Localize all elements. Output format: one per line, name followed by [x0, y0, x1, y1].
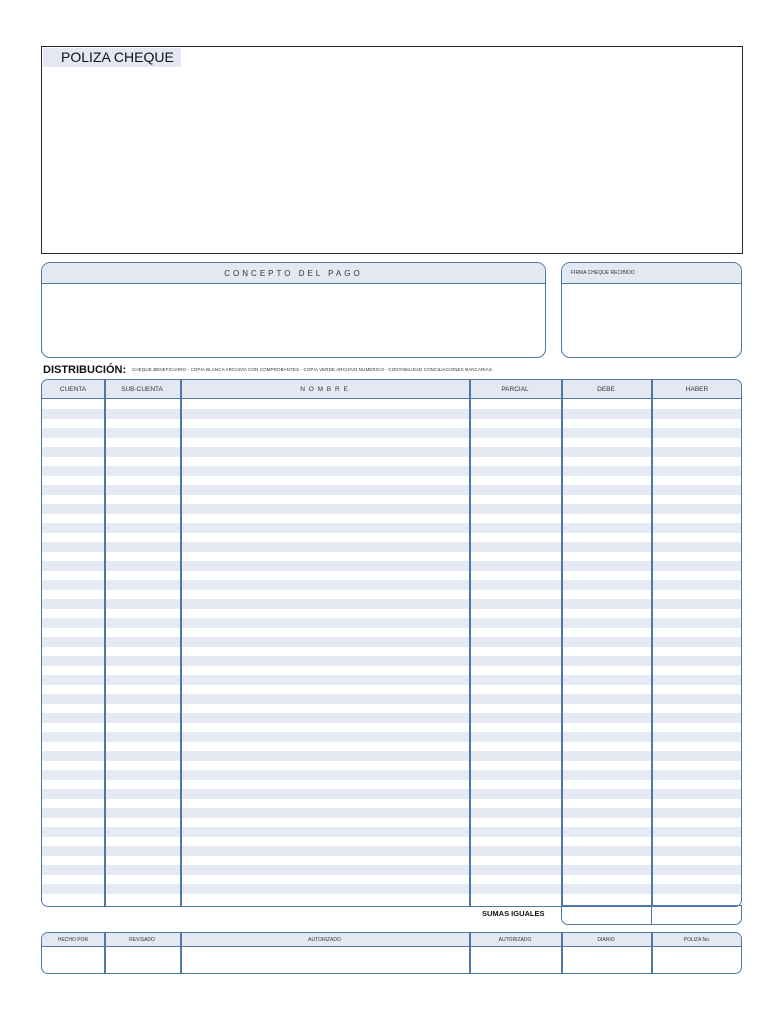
- firma-header: FIRMA CHEQUE RECIBIDO: [562, 263, 741, 284]
- table-header: [42, 380, 741, 399]
- col-diario: DIARIO: [597, 937, 615, 943]
- signature-table: [41, 932, 742, 974]
- concepto-box: [41, 262, 546, 358]
- col-cuenta: CUENTA: [59, 386, 87, 393]
- table-row: [42, 523, 741, 533]
- firma-box: [561, 262, 742, 358]
- col-autorizado: AUTORIZADO: [308, 937, 341, 943]
- check-area: [41, 46, 743, 254]
- table-row: [42, 827, 741, 837]
- concepto-header: CONCEPTO DEL PAGO: [42, 263, 545, 284]
- col-debe: DEBE: [597, 386, 615, 393]
- col-divider: [104, 380, 106, 906]
- table-row: [42, 580, 741, 590]
- poliza-title: POLIZA CHEQUE: [43, 48, 181, 67]
- distribution-table: [41, 379, 742, 907]
- table-row: [42, 504, 741, 514]
- table-row: [42, 542, 741, 552]
- col-sub-cuenta: SUB-CUENTA: [121, 386, 163, 393]
- col-divider: [180, 933, 182, 973]
- col-divider: [561, 380, 563, 906]
- table-row: [42, 561, 741, 571]
- signature-header: [42, 933, 741, 947]
- table-row: [42, 865, 741, 875]
- distribucion-text: CHEQUE BENEFICIARIO - COPIA BLANCA ARCHIVO CON COMPROBANTES - COPIA VERDE ARCHIVO NUMÉRICO - CONTABILIDAD CONCILIACIONES BANCARIAS: [132, 367, 492, 372]
- col-haber: HABER: [685, 386, 709, 393]
- col-divider: [651, 933, 653, 973]
- table-row: [42, 599, 741, 609]
- table-row: [42, 618, 741, 628]
- table-row: [42, 770, 741, 780]
- table-body: [42, 399, 741, 907]
- table-row: [42, 637, 741, 647]
- col-divider: [469, 380, 471, 906]
- col-parcial: PARCIAL: [501, 386, 529, 393]
- table-row: [42, 656, 741, 666]
- table-row: [42, 485, 741, 495]
- col-nombre: N O M B R E: [300, 386, 349, 393]
- col-divider: [651, 380, 653, 906]
- table-row: [42, 884, 741, 894]
- table-row: [42, 713, 741, 723]
- col-divider: [180, 380, 182, 906]
- col-poliza-no: POLIZA No.: [683, 937, 711, 943]
- col-hecho-por: HECHO POR: [57, 937, 89, 943]
- col-divider: [469, 933, 471, 973]
- table-row: [42, 789, 741, 799]
- col-autorizado-2: AUTORIZADO: [498, 937, 532, 943]
- table-row: [42, 466, 741, 476]
- col-revisado: REVISADO: [129, 937, 155, 943]
- table-row: [42, 409, 741, 419]
- sumas-iguales-label: SUMAS IGUALES: [482, 909, 545, 918]
- table-row: [42, 428, 741, 438]
- col-divider: [104, 933, 106, 973]
- sumas-iguales-box: [561, 905, 742, 925]
- table-row: [42, 694, 741, 704]
- table-row: [42, 675, 741, 685]
- distribucion-label: DISTRIBUCIÓN:: [43, 364, 127, 376]
- table-row: [42, 447, 741, 457]
- table-row: [42, 732, 741, 742]
- table-row: [42, 808, 741, 818]
- sumas-divider: [651, 906, 652, 924]
- table-row: [42, 751, 741, 761]
- table-row: [42, 846, 741, 856]
- col-divider: [561, 933, 563, 973]
